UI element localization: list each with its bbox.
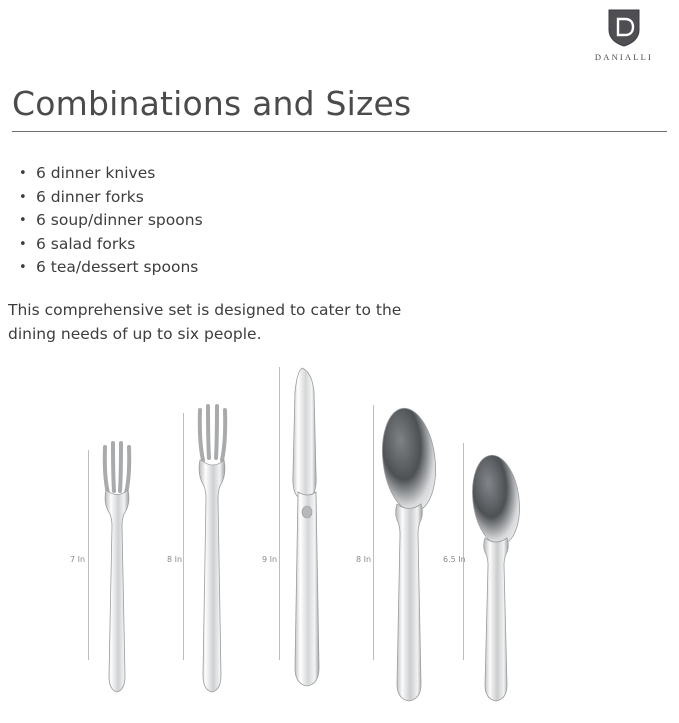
size-label-tea-spoon: 6.5 In (443, 555, 466, 564)
knife-icon-dinner-knife (286, 360, 332, 705)
set-description: This comprehensive set is designed to cater to the dining needs of up to six people. (8, 300, 402, 343)
contents-list (16, 162, 203, 280)
brand-logo (587, 8, 661, 62)
shield-d-logo-icon (607, 8, 641, 48)
size-label-knife: 9 In (262, 555, 278, 564)
measure-line-salad-fork (88, 450, 89, 660)
list-item: • 6 salad forks (16, 233, 203, 257)
cutlery-size-figure (0, 355, 679, 723)
measure-line-dinner-spoon (373, 405, 374, 660)
spoon-icon-dinner-spoon (378, 400, 440, 705)
fork-icon-dinner-fork (190, 400, 240, 705)
size-label-dinner-fork: 8 In (167, 555, 183, 564)
measure-line-knife (279, 367, 280, 660)
spoon-icon-tea-spoon (468, 450, 524, 705)
size-label-salad-fork: 7 In (70, 555, 86, 564)
list-item: • 6 tea/dessert spoons (16, 256, 203, 280)
list-item: • 6 dinner forks (16, 186, 203, 210)
measure-line-dinner-fork (183, 413, 184, 660)
size-label-dinner-spoon: 8 In (356, 555, 372, 564)
list-item: • 6 soup/dinner spoons (16, 209, 203, 233)
page-title: Combinations and Sizes (12, 84, 412, 124)
title-divider (12, 131, 667, 132)
brand-name: DANIALLI (594, 52, 654, 62)
measure-line-tea-spoon (463, 443, 464, 660)
fork-icon-salad-fork (95, 435, 143, 705)
list-item: • 6 dinner knives (16, 162, 203, 186)
